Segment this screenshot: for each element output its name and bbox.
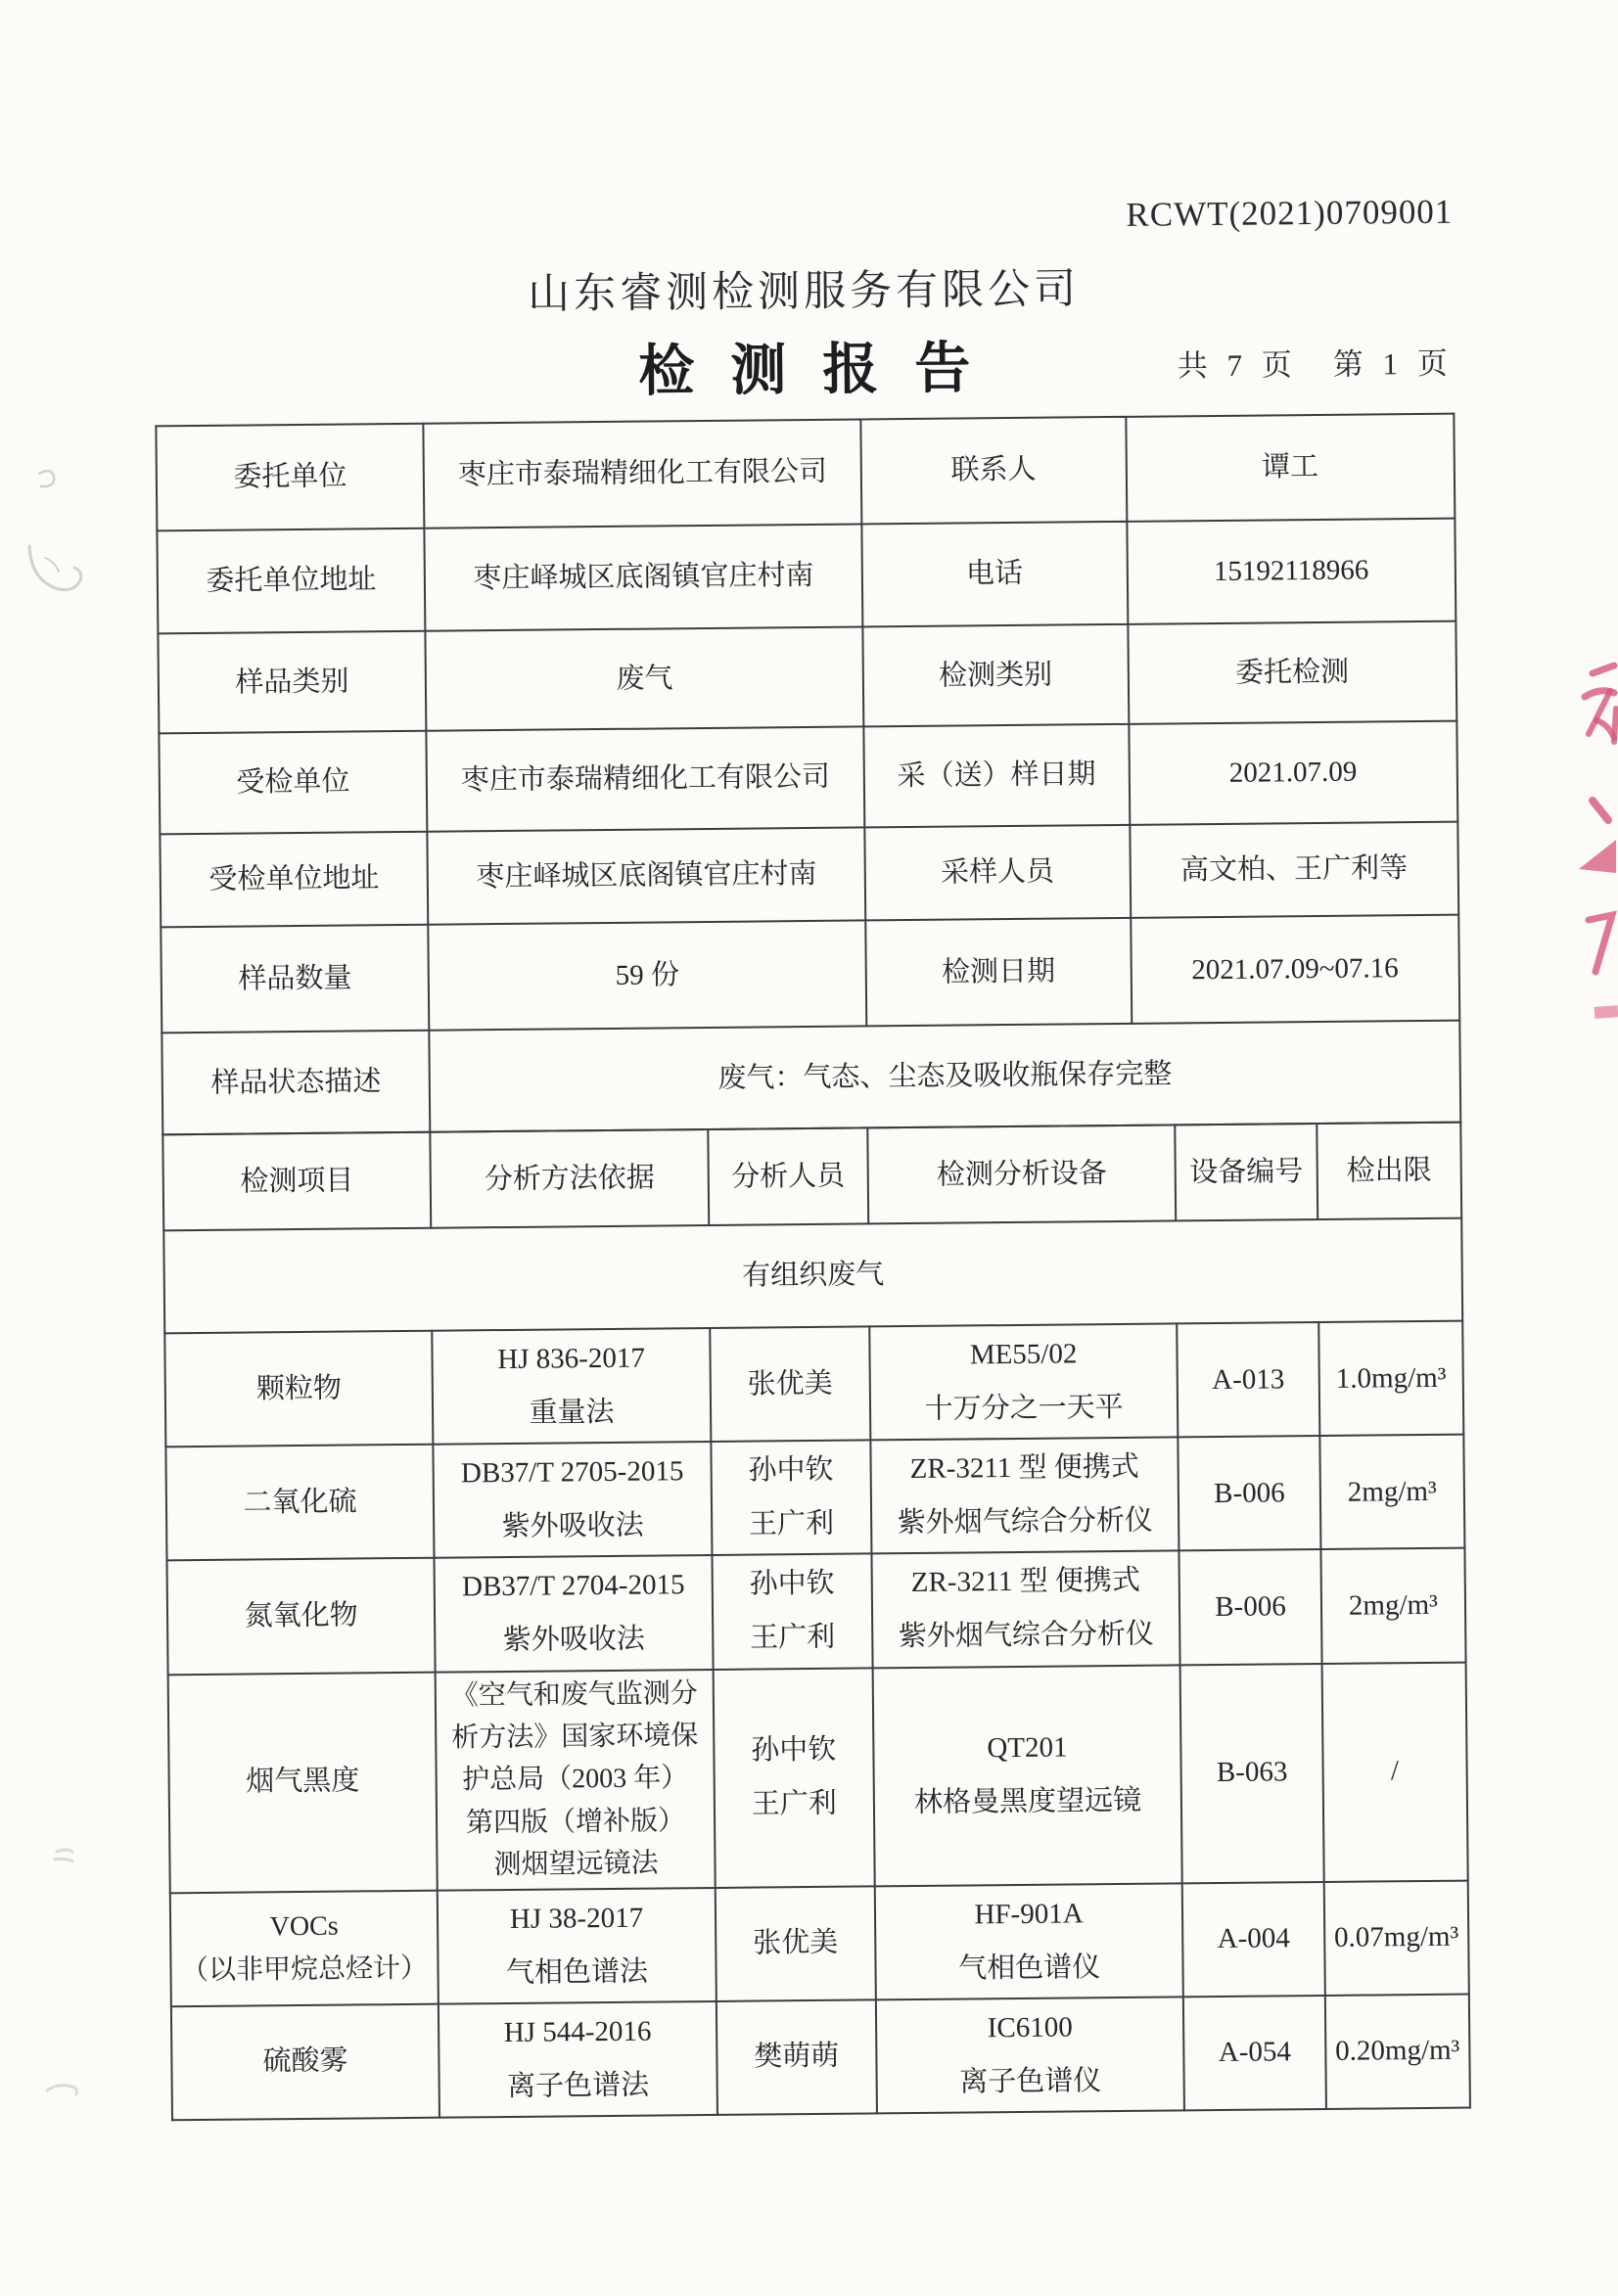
info-value-cell: 枣庄市泰瑞精细化工有限公司 (427, 726, 865, 831)
equipment-cell: QT201 林格曼黑度望远镜 (873, 1665, 1182, 1886)
table-row (170, 1880, 1469, 2006)
table-row (165, 1435, 1464, 1561)
equipment-cell: ME55/02 十万分之一天平 (869, 1323, 1178, 1440)
table-row (168, 1662, 1468, 1893)
info-label-cell: 样品数量 (161, 925, 429, 1033)
analyst-cell: 孙中钦 王广利 (711, 1441, 871, 1556)
equipment-cell: ZR-3211 型 便携式 紫外烟气综合分析仪 (871, 1551, 1179, 1668)
info-value-cell: 2021.07.09 (1129, 721, 1457, 825)
limit-cell: 2mg/m³ (1320, 1548, 1465, 1664)
report-title: 检测报告 (638, 338, 1007, 403)
header-cell: 分析人员 (708, 1127, 868, 1225)
method-cell: HJ 38-2017 气相色谱法 (438, 1887, 717, 2003)
method-cell: HJ 544-2016 离子色谱法 (439, 2001, 717, 2118)
pagination (1178, 339, 1454, 386)
method-info-table (162, 1122, 1471, 2122)
method-cell: 《空气和废气监测分 析方法》国家环境保 护总局（2003 年） 第四版（增补版） 测烟望远镜法 (436, 1670, 716, 1891)
info-label-cell: 采（送）样日期 (863, 724, 1129, 828)
limit-cell: / (1321, 1662, 1467, 1881)
equipment-cell: HF-901A 气相色谱仪 (875, 1883, 1183, 1999)
method-cell: HJ 836-2017 重量法 (432, 1328, 711, 1445)
analyst-cell: 张优美 (716, 1886, 876, 2001)
info-label-cell: 委托单位地址 (157, 528, 425, 634)
item-cell: 二氧化硫 (165, 1445, 434, 1561)
info-label-cell: 电话 (861, 522, 1127, 627)
pages-total: 共 7 页 (1177, 347, 1298, 384)
limit-cell: 2mg/m³ (1319, 1435, 1464, 1550)
analyst-cell: 孙中钦 王广利 (713, 1668, 874, 1888)
info-label-cell: 检测日期 (865, 918, 1132, 1027)
scan-smudges (29, 1820, 88, 2134)
info-value-cell: 委托检测 (1128, 621, 1456, 724)
table-row (159, 721, 1457, 835)
table-row (161, 915, 1459, 1033)
info-value-cell: 枣庄峄城区底阁镇官庄村南 (425, 524, 863, 630)
company-name: 山东睿测检测服务有限公司 (527, 266, 1081, 318)
seal-stamp-fragments (1563, 626, 1618, 1037)
item-cell: 硫酸雾 (171, 2003, 439, 2120)
pencil-doodle (0, 431, 98, 646)
report-tables (155, 413, 1471, 2122)
info-label-cell: 受检单位 (159, 731, 427, 835)
device-no-cell: B-063 (1180, 1664, 1324, 1883)
item-cell: 颗粒物 (164, 1331, 433, 1447)
header-cell: 分析方法依据 (430, 1129, 709, 1228)
method-cell: DB37/T 2704-2015 紫外吸收法 (435, 1555, 714, 1672)
info-label-cell: 样品状态描述 (162, 1031, 430, 1135)
sample-status-row (162, 1021, 1460, 1135)
info-value-cell: 59 份 (428, 920, 866, 1030)
sample-status-value-cell: 废气：气态、尘态及吸收瓶保存完整 (429, 1021, 1460, 1132)
item-cell: VOCs （以非甲烷总烃计） (170, 1890, 439, 2006)
item-cell: 氮氧化物 (167, 1558, 436, 1675)
info-value-cell: 高文柏、王广利等 (1130, 822, 1458, 918)
device-no-cell: B-006 (1179, 1436, 1321, 1551)
item-cell: 烟气黑度 (168, 1672, 438, 1893)
header-cell: 检测项目 (162, 1132, 431, 1231)
analyst-cell: 张优美 (710, 1326, 870, 1442)
client-info-table (155, 413, 1461, 1136)
info-value-cell: 废气 (426, 626, 864, 730)
section-header-row (163, 1218, 1462, 1334)
info-label-cell: 联系人 (860, 417, 1127, 525)
info-value-cell: 枣庄峄城区底阁镇官庄村南 (428, 827, 866, 924)
analyst-cell: 孙中钦 王广利 (712, 1554, 872, 1670)
table-row (156, 414, 1455, 531)
doc-number: RCWT(2021)0709001 (1126, 192, 1454, 234)
device-no-cell: A-004 (1182, 1882, 1325, 1998)
analyst-cell: 樊萌萌 (717, 1999, 877, 2115)
section-title-cell: 有组织废气 (163, 1218, 1462, 1334)
header-cell: 设备编号 (1176, 1124, 1318, 1220)
equipment-cell: ZR-3211 型 便携式 紫外烟气综合分析仪 (870, 1438, 1179, 1554)
info-value-cell: 谭工 (1126, 414, 1456, 522)
equipment-cell: IC6100 离子色谱仪 (876, 1997, 1184, 2113)
limit-cell: 1.0mg/m³ (1318, 1321, 1463, 1437)
limit-cell: 0.20mg/m³ (1325, 1994, 1470, 2109)
info-value-cell: 枣庄市泰瑞精细化工有限公司 (424, 419, 862, 528)
device-no-cell: A-054 (1183, 1996, 1326, 2111)
info-label-cell: 受检单位地址 (160, 832, 428, 928)
method-header-row (162, 1123, 1461, 1231)
table-row (157, 519, 1456, 634)
device-no-cell: B-006 (1179, 1549, 1322, 1665)
table-row (171, 1994, 1470, 2120)
header-cell: 检出限 (1317, 1123, 1461, 1219)
table-row (158, 621, 1456, 734)
info-value-cell: 2021.07.09~07.16 (1131, 915, 1460, 1024)
info-label-cell: 委托单位 (156, 424, 424, 531)
limit-cell: 0.07mg/m³ (1323, 1880, 1468, 1996)
table-row (160, 822, 1458, 928)
table-row (167, 1548, 1466, 1675)
info-label-cell: 样品类别 (158, 631, 426, 734)
device-no-cell: A-013 (1177, 1322, 1319, 1438)
info-label-cell: 采样人员 (864, 825, 1130, 921)
method-cell: DB37/T 2705-2015 紫外吸收法 (434, 1442, 713, 1558)
header-cell: 检测分析设备 (867, 1125, 1176, 1223)
page-current: 第 1 页 (1332, 345, 1454, 382)
info-value-cell: 15192118966 (1127, 519, 1456, 624)
info-label-cell: 检测类别 (862, 624, 1128, 727)
table-row (164, 1321, 1463, 1447)
